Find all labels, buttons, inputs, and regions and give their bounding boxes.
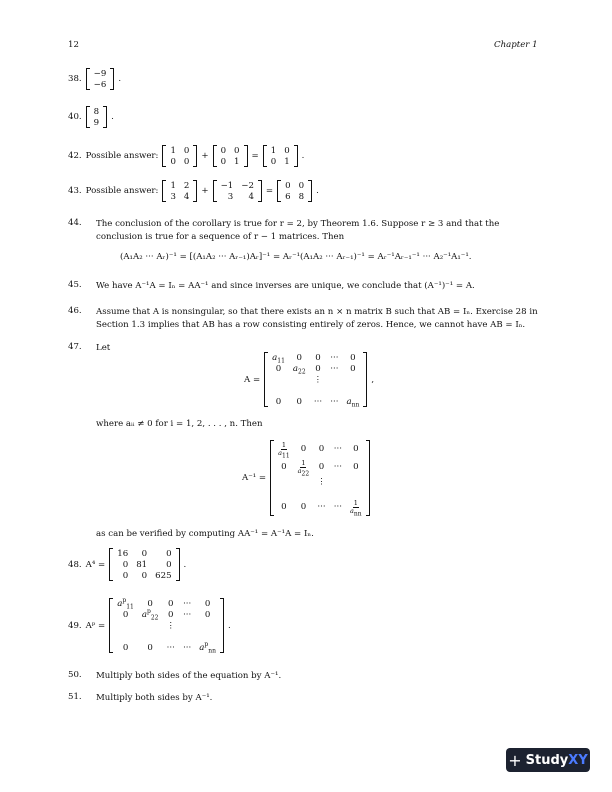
item-number: 49. [68, 620, 82, 631]
exercise-38: 38. −9 −6 . [68, 68, 122, 90]
matrix-entry: −2 [241, 180, 254, 191]
item-number: 40. [68, 112, 82, 122]
matrix-entry: 0 [122, 559, 129, 570]
chapter-label: Chapter 1 [494, 40, 538, 50]
matrix-entry: 0 [285, 180, 291, 191]
matrix-entry: 0 [220, 156, 227, 167]
matrix-Ainv-block [242, 440, 374, 516]
matrix-entry: 0 [166, 548, 172, 559]
matrix-43b [213, 180, 262, 202]
exercise-51-text: Multiply both sides by A⁻¹. [96, 693, 213, 703]
matrix-label: A = [244, 374, 261, 385]
possible-answer-label: Possible answer: [85, 151, 159, 161]
matrix-Ap: $a^p_{11}$ 0 0 ··· 0 0 $a^p_{22}$ 0 ··· 0 ⋮ 0 0 ··· ··· $a^p_{nn}$ [109, 598, 224, 653]
matrix-entry: 16 [117, 548, 129, 559]
exercise-47-where: where aᵢᵢ ≠ 0 for i = 1, 2, . . . , n. Then [96, 419, 263, 429]
matrix-42b [213, 145, 248, 167]
item-number: 48. [68, 559, 82, 570]
brand-name: Study [525, 752, 569, 768]
matrix-40 [86, 106, 107, 128]
matrix-entry: 0 [141, 570, 148, 581]
exercise-43: 43. Possible answer: 1 2 3 4 + −1 −2 3 4 = 0 0 6 8 . [68, 180, 319, 202]
studyxy-logo-badge[interactable] [506, 748, 590, 772]
matrix-label: A⁻¹ = [242, 473, 267, 483]
brand-suffix: XY [568, 752, 588, 768]
exercise-47-verify: as can be verified by computing AA⁻¹ = A⁻¹A = Iₙ. [96, 529, 314, 539]
item-number: 50. [68, 670, 82, 680]
matrix-entry: 4 [248, 191, 254, 202]
matrix-entry: 0 [220, 145, 227, 156]
matrix-entry: 0 [170, 156, 176, 167]
matrix-42a [162, 145, 197, 167]
matrix-entry: 1 [270, 145, 277, 156]
exercise-45-text: We have A⁻¹A = Iₙ = AA⁻¹ and since inverses are unique, we conclude that (A⁻¹)⁻¹ = A. [96, 281, 475, 291]
matrix-entry: 0 [166, 559, 172, 570]
matrix-entry: 0 [234, 145, 240, 156]
matrix-entry: 2 [183, 180, 190, 191]
matrix-A-block: A = $a_{11}$ 0 0 ··· 0 0 $a_{22}$ 0 ··· 0 ⋮ 0 0 ··· ··· $a_{nn}$ , [244, 352, 375, 409]
matrix-38 [86, 68, 115, 90]
matrix-entry: 4 [183, 191, 190, 202]
exercise-42: 42. Possible answer: 1 0 0 0 + 0 0 0 1 = 1 0 0 1 . [68, 145, 305, 167]
matrix-entry: 0 [122, 570, 129, 581]
item-number: 45. [68, 280, 82, 290]
item-number: 42. [68, 151, 82, 161]
exercise-47-let: Let [96, 343, 111, 353]
matrix-43c [277, 180, 312, 202]
matrix-entry: 0 [284, 145, 290, 156]
item-number: 47. [68, 342, 82, 352]
possible-answer-label: Possible answer: [85, 186, 159, 196]
matrix-entry: 8 [93, 106, 100, 117]
matrix-entry: −1 [220, 180, 234, 191]
exercise-48: 48. A⁴ = 16 0 0 0 81 0 0 0 625 . [68, 548, 187, 581]
matrix-entry: 81 [136, 559, 148, 570]
item-number: 43. [68, 186, 82, 196]
matrix-A-inverse: $\frac{1}{a_{11}}$ 0 0 ··· 0 0 $\frac{1}{a_{22}}$ 0 ··· 0 ⋮ 0 0 ··· ··· $\frac{1}{a_{nn}}$ [270, 440, 369, 516]
matrix-entry: 0 [298, 180, 305, 191]
matrix-entry: −9 [93, 68, 107, 79]
matrix-entry: 3 [170, 191, 176, 202]
matrix-entry: 1 [170, 180, 176, 191]
item-number: 46. [68, 306, 82, 316]
item-number: 51. [68, 692, 82, 702]
matrix-42c [263, 145, 298, 167]
exercise-46-text: Assume that A is nonsingular, so that there exists an n × n matrix B such that AB = Iₙ. Exercise 28 in Section 1.3 implies that AB has a row consisting entirely of zeros. Hence, we cannot have AB = Iₙ. [96, 307, 538, 330]
exercise-49: 49. Aᵖ = $a^p_{11}$ 0 0 ··· 0 0 $a^p_{22}$ 0 ··· 0 ⋮ 0 0 ··· ··· $a^p_{nn}$ . [68, 596, 231, 655]
page-number: 12 [68, 40, 79, 50]
exercise-40: 40. 8 9 . [68, 106, 114, 128]
matrix-entry: 0 [270, 156, 277, 167]
matrix-entry: 8 [298, 191, 305, 202]
matrix-entry: 0 [183, 145, 190, 156]
matrix-label: A⁴ = [85, 559, 106, 570]
matrix-entry: 0 [141, 548, 148, 559]
plus-icon: + [508, 750, 522, 770]
matrix-label: Aᵖ = [85, 620, 106, 631]
matrix-entry: 1 [284, 156, 290, 167]
matrix-entry: 3 [227, 191, 234, 202]
item-number: 38. [68, 74, 82, 84]
exercise-50-text: Multiply both sides of the equation by A⁻¹. [96, 671, 282, 681]
exercise-44-text: The conclusion of the corollary is true for r = 2, by Theorem 1.6. Suppose r ≥ 3 and that the conclusion is true for a sequence of r − 1 matrices. Then [96, 219, 500, 242]
matrix-entry: 9 [93, 117, 100, 128]
matrix-43a [162, 180, 197, 202]
matrix-entry: 0 [183, 156, 190, 167]
matrix-A: $a_{11}$ 0 0 ··· 0 0 $a_{22}$ 0 ··· 0 ⋮ 0 0 ··· ··· $a_{nn}$ [264, 352, 367, 407]
matrix-entry: 625 [155, 570, 172, 581]
matrix-A4 [109, 548, 179, 581]
matrix-entry: 1 [234, 156, 240, 167]
matrix-entry: 6 [285, 191, 291, 202]
item-number: 44. [68, 218, 82, 228]
exercise-44-equation: (A₁A₂ ··· Aᵣ)⁻¹ = [(A₁A₂ ··· Aᵣ₋₁)Aᵣ]⁻¹ = Aᵣ⁻¹(A₁A₂ ··· Aᵣ₋₁)⁻¹ = Aᵣ⁻¹Aᵣ₋₁⁻¹ ··· A₂⁻¹A₁⁻¹. [120, 252, 472, 262]
matrix-entry: −6 [93, 79, 107, 90]
matrix-entry: 1 [170, 145, 176, 156]
